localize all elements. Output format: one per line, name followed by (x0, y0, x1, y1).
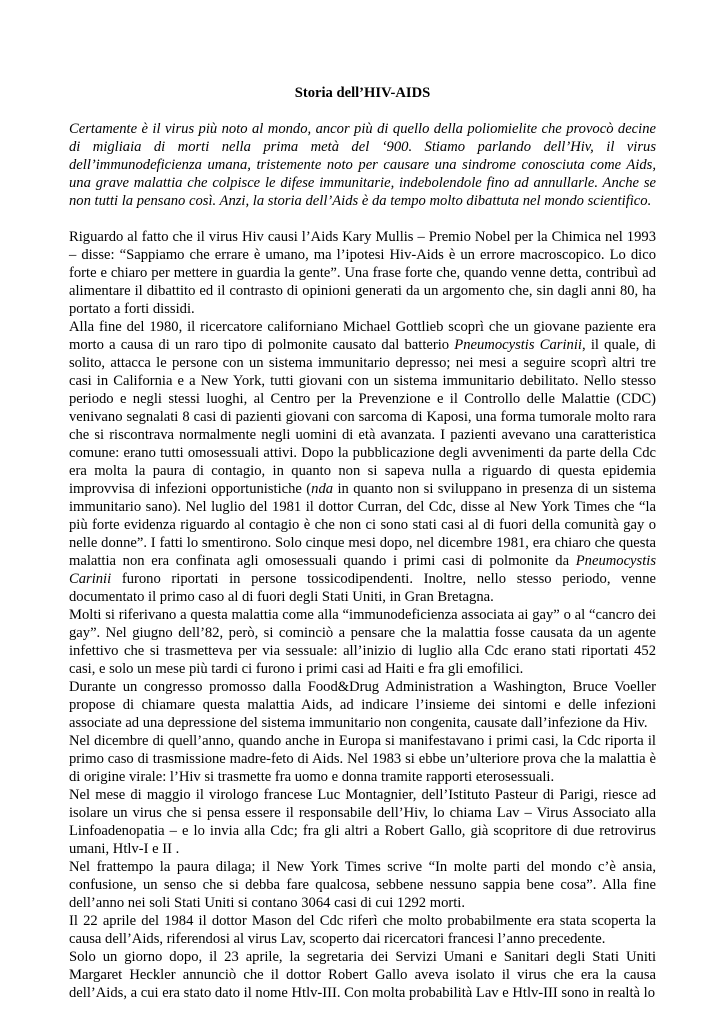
paragraph-aids-name: Durante un congresso promosso dalla Food&Drug Administration a Washington, Bruce Voeller propose di chiamare questa malattia Aids, ad indicare l’insieme dei sintomi e delle infezioni associate ad una depressione del sistema immunitario non congenita, causate dall’infezione da Hiv. (69, 679, 656, 731)
paragraph-mullis: Riguardo al fatto che il virus Hiv causi l’Aids Kary Mullis – Premio Nobel per la Chimica nel 1993 – disse: “Sappiamo che errare è umano, ma l’ipotesi Hiv-Aids è un errore macroscopico. Lo dico forte e chiaro per mettere in guardia la gente”. Una frase forte che, quando venne detta, contribuì ad alimentare il dibattito ed il contrasto di opinioni generati da un argomento che, sin dagli anni 80, ha portato a forti dissidi. (69, 229, 656, 317)
intro-paragraph: Certamente è il virus più noto al mondo, ancor più di quello della poliomielite che provocò decine di migliaia di morti nella prima metà del ‘900. Stiamo parlando dell’Hiv, il virus dell’immunodeficienza umana, tristemente noto per causare una sindrome conosciuta come Aids, una grave malattia che colpisce le difese immunitarie, indebolendole fino ad annullarle. Anche se non tutti la pensano così. Anzi, la storia dell’Aids è da tempo molto dibattuta nel mondo scientifico. (69, 121, 656, 209)
paragraph-heckler: Solo un giorno dopo, il 23 aprile, la segretaria dei Servizi Umani e Sanitari degli Stati Uniti Margaret Heckler annunciò che il dottor Robert Gallo aveva isolato il virus che era la causa dell’Aids, a cui era stato dato il nome Htlv-III. Con molta probabilità Lav e Htlv-III sono in realtà lo (69, 949, 656, 1001)
text-run: in quanto non si sviluppano in presenza di un sistema immunitario sano). Nel luglio del 1981 il dottor Curran, del Cdc, disse al New York Times che “la più forte evidenza riguardo al contagio è che non ci sono stati casi al di fuori della comunità gay o nelle donne”. I fatti lo smentirono. Solo cinque mesi dopo, nel dicembre 1981, era chiaro che questa malattia non era confinata agli omosessuali quando i primi casi di polmonite da (69, 481, 656, 569)
text-run: furono riportati in persone tossicodipendenti. Inoltre, nello stesso periodo, venne documentato il primo caso al di fuori degli Stati Uniti, in Gran Bretagna. (69, 571, 656, 605)
text-run: , il quale, di solito, attacca le persone con un sistema immunitario depresso; nei mesi a seguire scoprì altri tre casi in California e a New York, tutti giovani con un sistema immunitario debilitato. Nello stesso periodo e negli stessi luoghi, al Centro per la Prevenzione e il Controllo delle Malattie (CDC) venivano segnalati 8 casi di pazienti giovani con sarcoma di Kaposi, una forma tumorale molto rara che si riscontrava normalmente negli uomini di età avanzata. I pazienti avevano una caratteristica comune: erano tutti omosessuali attivi. Dopo la pubblicazione degli avvenimenti da parte della Cdc era molta la paura di contagio, in quanto non si sapeva nulla a riguardo di questa epidemia improvvisa di infezioni opportunistiche ( (69, 337, 656, 497)
document-body (69, 84, 656, 1002)
italic-term: Pneumocystis Carinii (69, 553, 656, 587)
paragraph-gottlieb (69, 318, 656, 606)
paragraph-fear: Nel frattempo la paura dilaga; il New York Times scrive “In molte parti del mondo c’è ansia, confusione, un senso che si debba fare qualcosa, sebbene nessuno sappia bene cosa”. Alla fine dell’anno nei soli Stati Uniti si contano 3064 casi di cui 1292 morti. (69, 859, 656, 911)
italic-note: nda (311, 481, 334, 497)
paragraph-gay-cancer: Molti si riferivano a questa malattia come alla “immunodeficienza associata ai gay” o al “cancro dei gay”. Nel giugno dell’82, però, si cominciò a pensare che la malattia fosse causata da un agente infettivo che si trasmetteva per via sessuale: all’inizio di luglio alla Cdc erano stati riportati 452 casi, e solo un mese più tardi ci furono i primi casi ad Haiti e fra gli emofilici. (69, 607, 656, 677)
text-run: Alla fine del 1980, il ricercatore californiano Michael Gottlieb scoprì che un giovane paziente era morto a causa di un raro tipo di polmonite causato dal batterio (69, 319, 656, 353)
document-title: Storia dell’HIV-AIDS (294, 85, 431, 101)
paragraph-mother-fetus: Nel dicembre di quell’anno, quando anche in Europa si manifestavano i primi casi, la Cdc riporta il primo caso di trasmissione madre-feto di Aids. Nel 1983 si ebbe un’ulteriore prova che la malattia è di origine virale: l’Hiv si trasmette fra uomo e donna tramite rapporti eterosessuali. (69, 733, 656, 785)
paragraph-mason: Il 22 aprile del 1984 il dottor Mason del Cdc riferì che molto probabilmente era stata scoperta la causa dell’Aids, riferendosi al virus Lav, scoperto dai ricercatori francesi l’anno precedente. (69, 913, 656, 947)
paragraph-montagnier: Nel mese di maggio il virologo francese Luc Montagnier, dell’Istituto Pasteur di Parigi, riesce ad isolare un virus che si pensa essere il responsabile dell’Hiv, lo chiama Lav – Virus Associato alla Linfoadenopatia – e lo invia alla Cdc; fra gli altri a Robert Gallo, già scopritore di due retrovirus umani, Htlv-I e II . (69, 787, 656, 857)
italic-term: Pneumocystis Carinii (454, 337, 582, 353)
